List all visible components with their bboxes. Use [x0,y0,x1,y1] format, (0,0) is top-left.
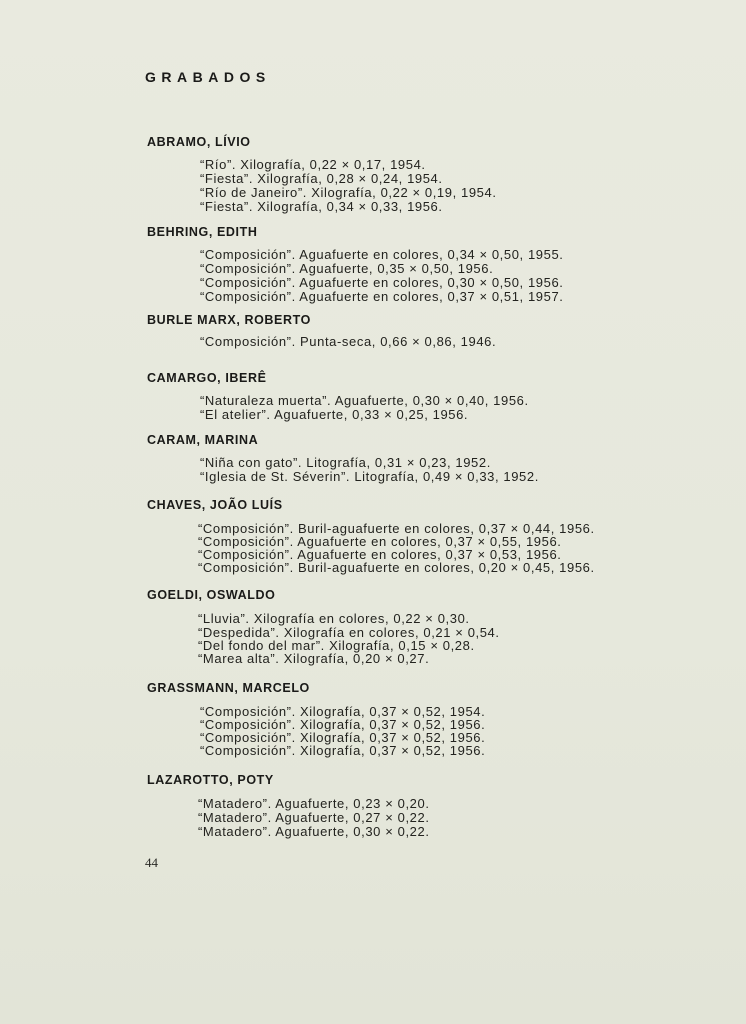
work-text: “Marea alta”. Xilografía, 0,20 × 0,27. [198,651,430,666]
artist-name: CAMARGO, IBERÊ [147,371,267,385]
work-text: “Composición”. Xilografía, 0,37 × 0,52, 1956. [200,743,486,758]
artist-name: GOELDI, OSWALDO [147,588,276,602]
work-text: “Fiesta”. Xilografía, 0,34 × 0,33, 1956. [200,199,443,214]
work-text: “Composición”. Aguafuerte en colores, 0,37 × 0,51, 1957. [200,289,564,304]
work-text: “Composición”. Xilografía, 0,37 × 0,52, 1954. [200,704,486,719]
page-number: 44 [145,855,158,870]
work-text: “Río”. Xilografía, 0,22 × 0,17, 1954. [200,157,426,172]
work-text: “Composición”. Buril-aguafuerte en colores, 0,37 × 0,44, 1956. [198,521,595,536]
work-text: “Composición”. Aguafuerte en colores, 0,37 × 0,55, 1956. [198,534,562,549]
work-text: “Composición”. Aguafuerte, 0,35 × 0,50, 1956. [200,261,494,276]
work-text: “Matadero”. Aguafuerte, 0,23 × 0,20. [198,796,430,811]
work-text: “Composición”. Aguafuerte en colores, 0,34 × 0,50, 1955. [200,247,564,262]
work-text: “Despedida”. Xilografía en colores, 0,21 × 0,54. [198,625,500,640]
artist-name: CHAVES, JOÃO LUÍS [147,498,283,512]
artist-name: CARAM, MARINA [147,433,259,447]
work-text: “Composición”. Punta-seca, 0,66 × 0,86, 1946. [200,334,497,349]
work-text: “Fiesta”. Xilografía, 0,28 × 0,24, 1954. [200,171,443,186]
work-text: “Río de Janeiro”. Xilografía, 0,22 × 0,19, 1954. [200,185,497,200]
work-text: “Composición”. Aguafuerte en colores, 0,30 × 0,50, 1956. [200,275,564,290]
work-text: “El atelier”. Aguafuerte, 0,33 × 0,25, 1956. [200,407,469,422]
work-text: “Niña con gato”. Litografía, 0,31 × 0,23, 1952. [200,455,491,470]
artist-name: BURLE MARX, ROBERTO [147,313,311,327]
work-text: “Matadero”. Aguafuerte, 0,27 × 0,22. [198,810,430,825]
artist-name: GRASSMANN, MARCELO [147,681,310,695]
work-text: “Iglesia de St. Séverin”. Litografía, 0,49 × 0,33, 1952. [200,469,539,484]
work-text: “Composición”. Xilografía, 0,37 × 0,52, 1956. [200,717,486,732]
artist-name: BEHRING, EDITH [147,225,258,239]
work-text: “Lluvia”. Xilografía en colores, 0,22 × 0,30. [198,611,470,626]
work-text: “Composición”. Xilografía, 0,37 × 0,52, 1956. [200,730,486,745]
work-text: “Composición”. Buril-aguafuerte en colores, 0,20 × 0,45, 1956. [198,560,595,575]
work-text: “Composición”. Aguafuerte en colores, 0,37 × 0,53, 1956. [198,547,562,562]
page-heading: GRABADOS [145,69,271,85]
artist-name: LAZAROTTO, POTY [147,773,274,787]
work-text: “Matadero”. Aguafuerte, 0,30 × 0,22. [198,824,430,839]
work-text: “Naturaleza muerta”. Aguafuerte, 0,30 × 0,40, 1956. [200,393,529,408]
artist-name: ABRAMO, LÍVIO [147,135,251,149]
work-text: “Del fondo del mar”. Xilografía, 0,15 × 0,28. [198,638,475,653]
